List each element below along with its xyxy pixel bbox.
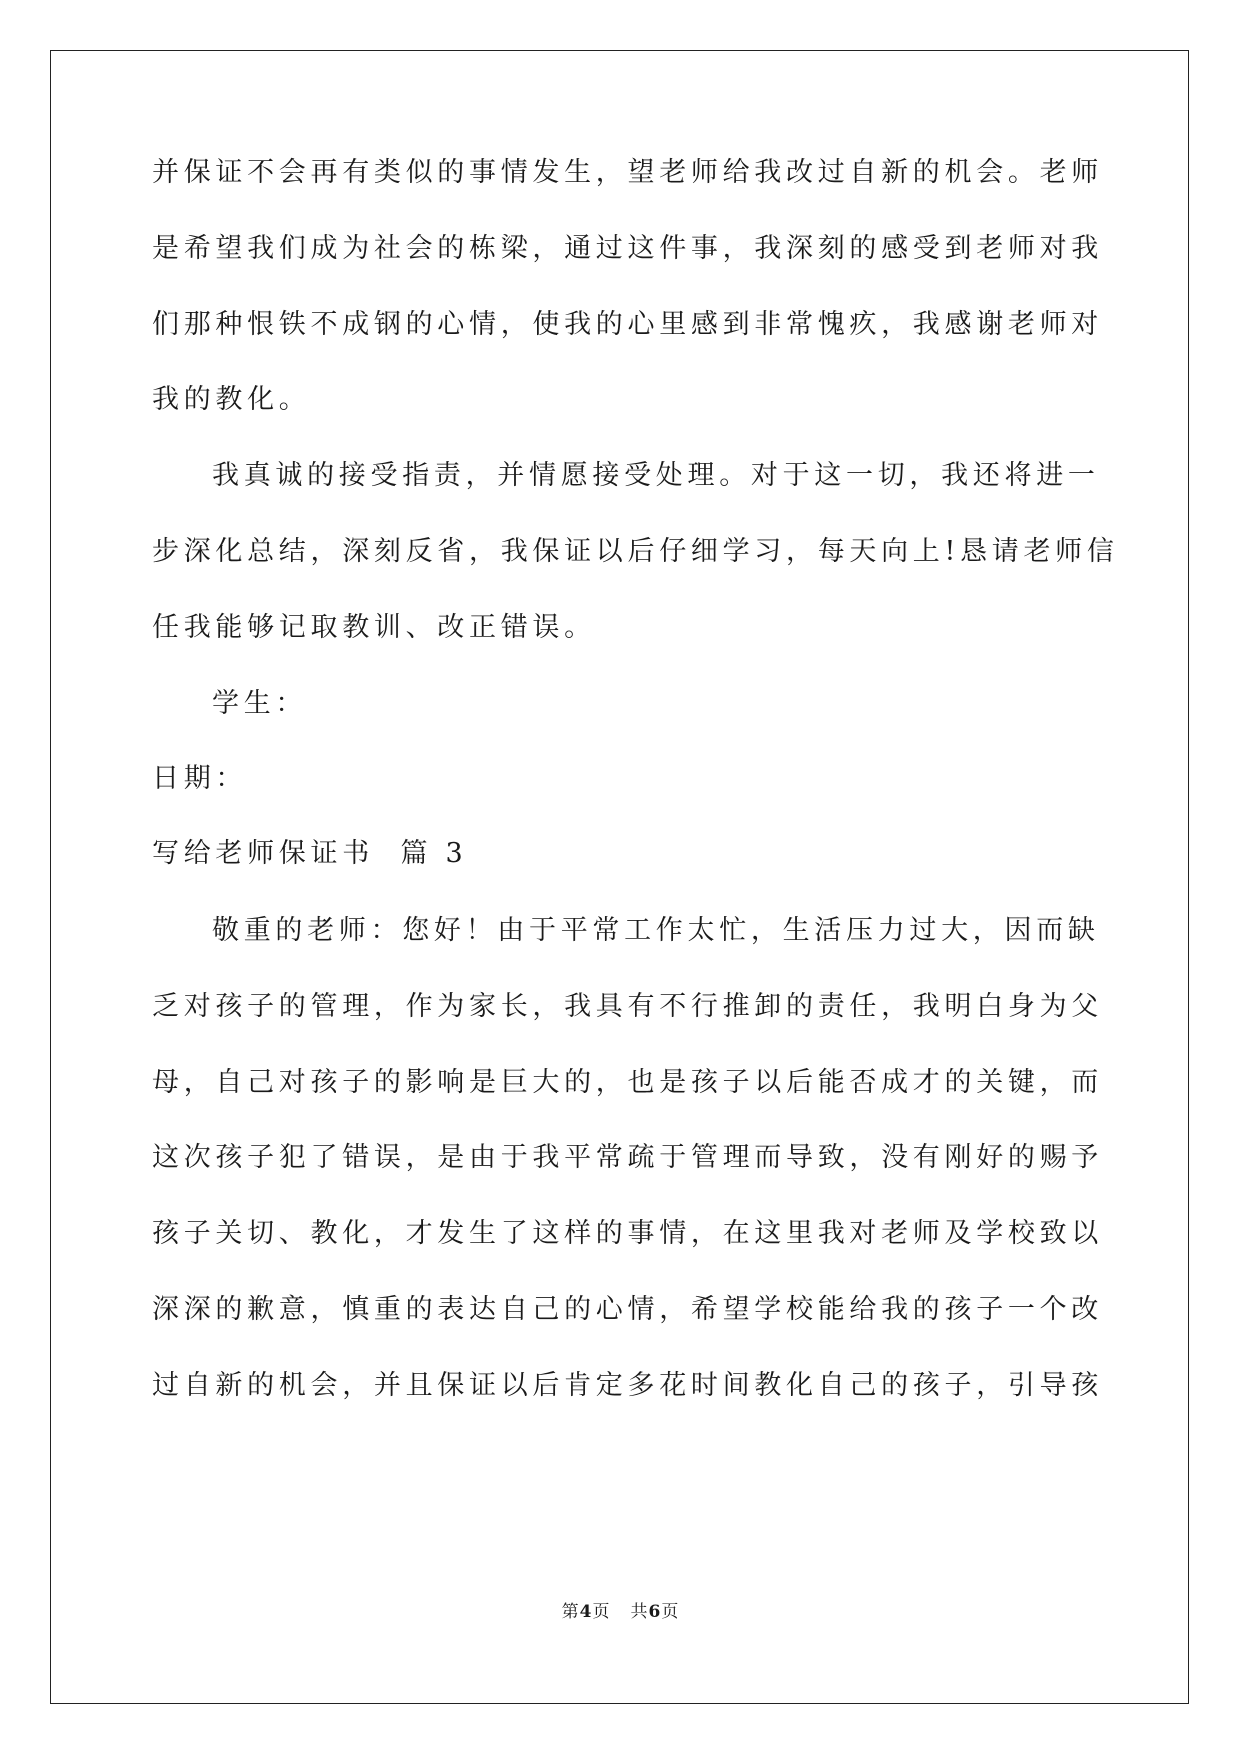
body-line-1: 并保证不会再有类似的事情发生，望老师给我改过自新的机会。老师	[152, 157, 1103, 188]
page-footer	[0, 1602, 1241, 1622]
body-line-17: 过自新的机会，并且保证以后肯定多花时间教化自己的孩子，引导孩	[152, 1370, 1103, 1401]
body-line-4: 我的教化。	[152, 384, 311, 415]
body-line-13: 母，自己对孩子的影响是巨大的，也是孩子以后能否成才的关键，而	[152, 1067, 1103, 1098]
body-line-11: 敬重的老师：您好！由于平常工作太忙，生活压力过大，因而缺	[212, 915, 1100, 946]
page-current: 4	[579, 1602, 593, 1622]
body-line-6: 步深化总结，深刻反省，我保证以后仔细学习，每天向上!恳请老师信	[152, 536, 1119, 567]
body-line-7: 任我能够记取教训、改正错误。	[152, 612, 596, 643]
page-mid: 页	[592, 1602, 611, 1622]
body-line-16: 深深的歉意，慎重的表达自己的心情，希望学校能给我的孩子一个改	[152, 1294, 1103, 1325]
total-prefix: 共	[630, 1602, 649, 1622]
page-prefix: 第	[561, 1602, 580, 1622]
body-line-3: 们那种恨铁不成钢的心情，使我的心里感到非常愧疚，我感谢老师对	[152, 309, 1103, 340]
body-line-14: 这次孩子犯了错误，是由于我平常疏于管理而导致，没有刚好的赐予	[152, 1142, 1103, 1173]
section-title: 写给老师保证书 篇 3	[152, 838, 468, 869]
body-line-12: 乏对孩子的管理，作为家长，我具有不行推卸的责任，我明白身为父	[152, 991, 1103, 1022]
page-total: 6	[648, 1602, 662, 1622]
body-line-2: 是希望我们成为社会的栋梁，通过这件事，我深刻的感受到老师对我	[152, 233, 1103, 264]
body-line-15: 孩子关切、教化，才发生了这样的事情，在这里我对老师及学校致以	[152, 1218, 1103, 1249]
page-border	[50, 50, 1189, 1704]
body-line-5: 我真诚的接受指责，并情愿接受处理。对于这一切，我还将进一	[212, 460, 1100, 491]
total-suffix: 页	[661, 1602, 680, 1622]
signature-student: 学生：	[212, 688, 308, 719]
signature-date: 日期：	[152, 763, 248, 794]
